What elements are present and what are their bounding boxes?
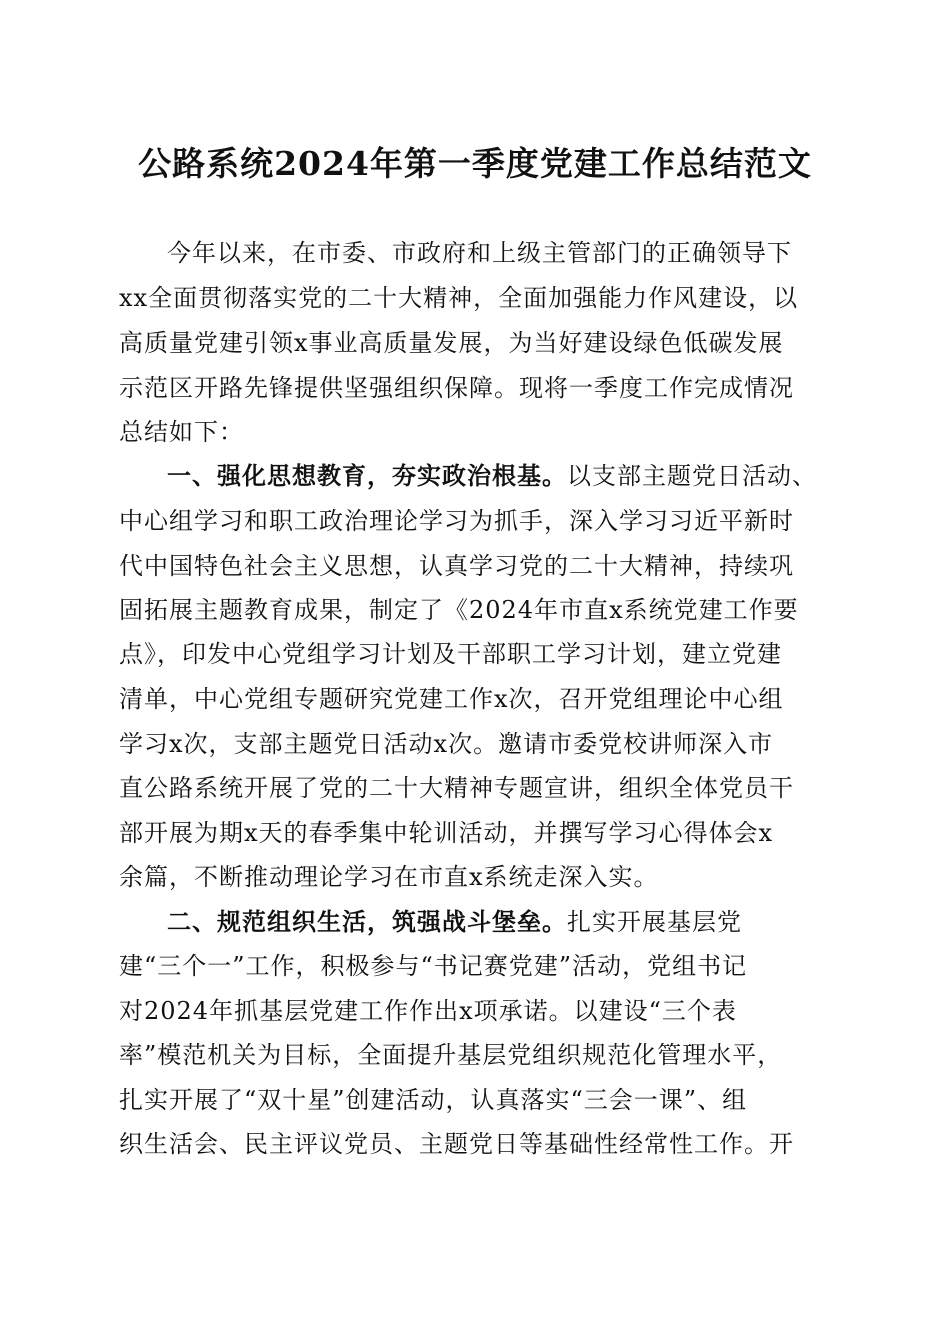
- paragraph-line: 高质量党建引领x事业高质量发展，为当好建设绿色低碳发展: [119, 329, 784, 357]
- paragraph-line: 代中国特色社会主义思想，认真学习党的二十大精神，持续巩: [119, 552, 794, 580]
- paragraph-line: [167, 456, 817, 496]
- paragraph-line: 清单，中心党组专题研究党建工作x次，召开党组理论中心组: [119, 685, 784, 713]
- section-heading-2: 二、规范组织生活，筑强战斗堡垒。: [167, 908, 567, 936]
- paragraph-line: 点》，印发中心党组学习计划及干部职工学习计划，建立党建: [119, 640, 782, 668]
- paragraph-line: 固拓展主题教育成果，制定了《2024年市直x系统党建工作要: [119, 596, 799, 624]
- paragraph-line: 余篇，不断推动理论学习在市直x系统走深入实。: [119, 863, 659, 891]
- paragraph-text: 以支部主题党日活动、: [567, 462, 817, 490]
- paragraph-line: 今年以来，在市委、市政府和上级主管部门的正确领导下: [167, 239, 792, 267]
- document-title: 公路系统2024年第一季度党建工作总结范文: [138, 144, 812, 183]
- paragraph-line: 总结如下：: [119, 418, 244, 446]
- paragraph-line: 学习x次，支部主题党日活动x次。邀请市委党校讲师深入市: [119, 730, 774, 758]
- paragraph-line: 部开展为期x天的春季集中轮训活动，并撰写学习心得体会x: [119, 819, 774, 847]
- paragraph-text: 扎实开展基层党: [567, 908, 742, 936]
- paragraph-line: 扎实开展了“双十星”创建活动，认真落实“三会一课”、组: [119, 1086, 748, 1114]
- section-heading-1: 一、强化思想教育，夯实政治根基。: [167, 462, 567, 490]
- paragraph-line: [167, 902, 742, 942]
- paragraph-line: 织生活会、民主评议党员、主题党日等基础性经常性工作。开: [119, 1130, 794, 1158]
- paragraph-line: 中心组学习和职工政治理论学习为抓手，深入学习习近平新时: [119, 507, 794, 535]
- paragraph-line: xx全面贯彻落实党的二十大精神，全面加强能力作风建设，以: [119, 284, 799, 312]
- paragraph-line: 对2024年抓基层党建工作作出x项承诺。以建设“三个表: [119, 997, 737, 1025]
- paragraph-line: 率”模范机关为目标，全面提升基层党组织规范化管理水平，: [119, 1041, 783, 1069]
- paragraph-line: 建“三个一”工作，积极参与“书记赛党建”活动，党组书记: [119, 952, 748, 980]
- paragraph-line: 示范区开路先锋提供坚强组织保障。现将一季度工作完成情况: [119, 374, 794, 402]
- paragraph-line: 直公路系统开展了党的二十大精神专题宣讲，组织全体党员干: [119, 774, 794, 802]
